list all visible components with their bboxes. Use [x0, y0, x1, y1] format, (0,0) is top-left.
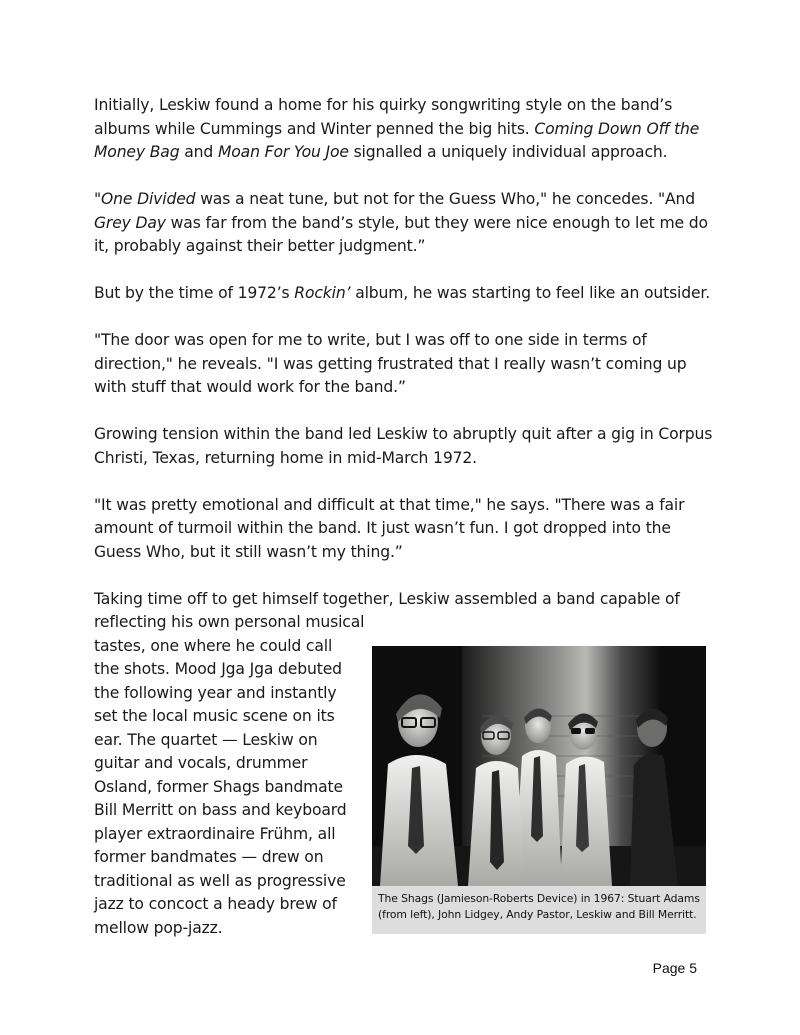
paragraph-1-text-c: signalled a uniquely individual approach. [348, 143, 668, 161]
paragraph-3-text-b: album, he was starting to feel like an outsider. [350, 284, 711, 302]
paragraph-2-text-c: was far from the band’s style, but they were nice enough to let me do it, probably against their better judgment.” [94, 213, 708, 255]
page-number: Page 5 [652, 960, 697, 976]
song-title-one-divided: One Divided [101, 190, 196, 208]
photo-caption: The Shags (Jamieson-Roberts Device) in 1967: Stuart Adams (from left), John Lidgey, Andy Pastor, Leskiw and Bill Merritt. [378, 892, 700, 921]
paragraph-3 [94, 282, 714, 306]
paragraph-3-text-a: But by the time of 1972’s [94, 284, 295, 302]
song-title-grey-day: Grey Day [94, 213, 166, 232]
band-photo-figure [372, 646, 706, 934]
paragraph-4: "The door was open for me to write, but I was off to one side in terms of direction," he reveals. "I was getting frustrated that I really wasn’t coming up with stuff that would work for the band.” [94, 331, 687, 396]
paragraph-1-text-b: and [179, 143, 218, 161]
paragraph-7-line-1: Taking time off to get himself together, Leskiw assembled a band capable of [94, 589, 680, 608]
album-title-rockin: Rockin’ [294, 284, 351, 302]
paragraph-7 [94, 588, 714, 635]
song-title-moan-for-you-joe: Moan For You Joe [217, 143, 349, 161]
paragraph-1 [94, 94, 714, 165]
paragraph-2 [94, 188, 714, 259]
paragraph-5: Growing tension within the band led Leskiw to abruptly quit after a gig in Corpus Christi, Texas, returning home in mid-March 1972. [94, 425, 713, 467]
band-photo [372, 646, 706, 886]
paragraph-7-wrapped-text: tastes, one where he could call the shots. Mood Jga Jga debuted the following year and instantly set the local music scene on its ear. The quartet — Leskiw on guitar and vocals, drummer Osland, former Shags bandmate Bill Merritt on bass and keyboard player extraordinaire Frühm, all former bandmates — drew on traditional as well as progressive jazz to concoct a heady brew of mellow pop-jazz. [94, 636, 347, 937]
paragraph-2-text-a: " [94, 190, 102, 208]
paragraph-2-text-b: was a neat tune, but not for the Guess Who," he concedes. "And [195, 190, 696, 208]
song-title-coming-down: Coming Down Off the Money Bag [94, 119, 700, 161]
paragraph-7-line-2: reflecting his own personal musical [94, 613, 365, 631]
paragraph-1-text-a: Initially, Leskiw found a home for his quirky songwriting style on the band’s albums while Cummings and Winter penned the big hits. [94, 96, 673, 138]
paragraph-6: "It was pretty emotional and difficult at that time," he says. "There was a fair amount of turmoil within the band. It just wasn’t fun. I got dropped into the Guess Who, but it still wasn’t my thing.” [94, 495, 685, 561]
